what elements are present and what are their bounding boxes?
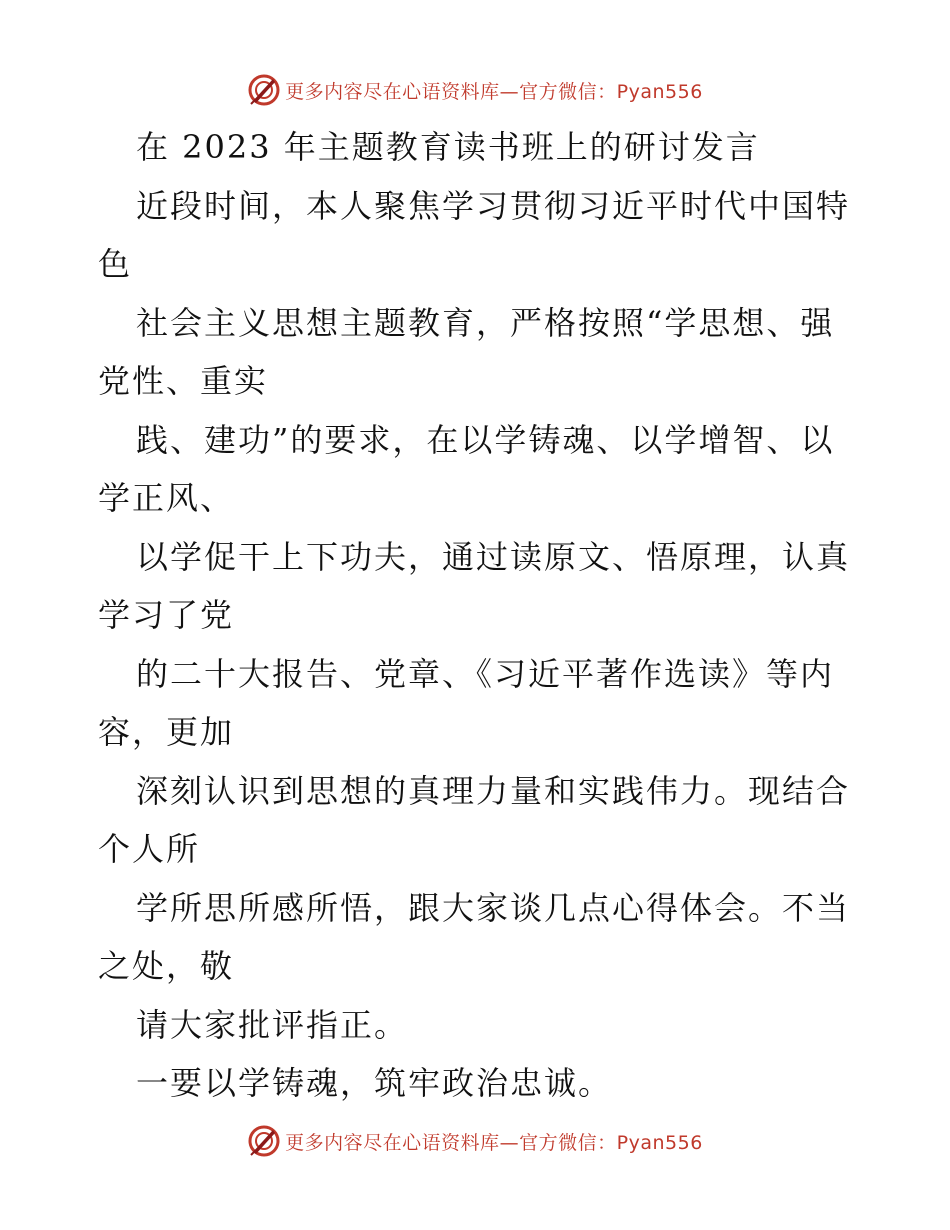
document-body bbox=[98, 118, 858, 1113]
section-heading: 一要以学铸魂，筑牢政治忠诚。 bbox=[136, 1064, 613, 1102]
footer-banner bbox=[0, 1121, 950, 1161]
paragraph-line: 的二十大报告、党章、《习近平著作选读》等内 bbox=[136, 654, 835, 693]
header-banner-text: 更多内容尽在心语资料库—官方微信：Pyan556 bbox=[285, 80, 703, 103]
paragraph-line: 个人所 bbox=[98, 830, 201, 868]
paragraph-line: 践、建功”的要求，在以学铸魂、以学增智、以 bbox=[136, 420, 835, 459]
paragraph-line: 近段时间，本人聚焦学习贯彻习近平时代中国特 bbox=[136, 186, 851, 225]
paragraph-line: 学正风、 bbox=[98, 479, 235, 517]
paragraph-line: 之处，敬 bbox=[98, 947, 235, 985]
document-title: 在 2023 年主题教育读书班上的研讨发言 bbox=[136, 128, 760, 166]
paragraph-line: 学习了党 bbox=[98, 596, 235, 634]
paragraph-line: 容，更加 bbox=[98, 713, 235, 751]
paragraph-line: 党性、重实 bbox=[98, 362, 269, 400]
paragraph-line: 学所思所感所悟，跟大家谈几点心得体会。不当 bbox=[136, 888, 851, 927]
header-banner bbox=[0, 70, 950, 110]
paragraph-line: 社会主义思想主题教育，严格按照“学思想、强 bbox=[136, 303, 835, 342]
paragraph-line: 深刻认识到思想的真理力量和实践伟力。现结合 bbox=[136, 771, 851, 810]
quill-seal-icon bbox=[247, 1124, 281, 1158]
paragraph-line: 色 bbox=[98, 245, 133, 283]
paragraph-line: 请大家批评指正。 bbox=[136, 1005, 409, 1044]
paragraph-line: 以学促干上下功夫，通过读原文、悟原理，认真 bbox=[136, 537, 851, 576]
quill-seal-icon bbox=[247, 73, 281, 107]
footer-banner-text: 更多内容尽在心语资料库—官方微信：Pyan556 bbox=[285, 1131, 703, 1154]
